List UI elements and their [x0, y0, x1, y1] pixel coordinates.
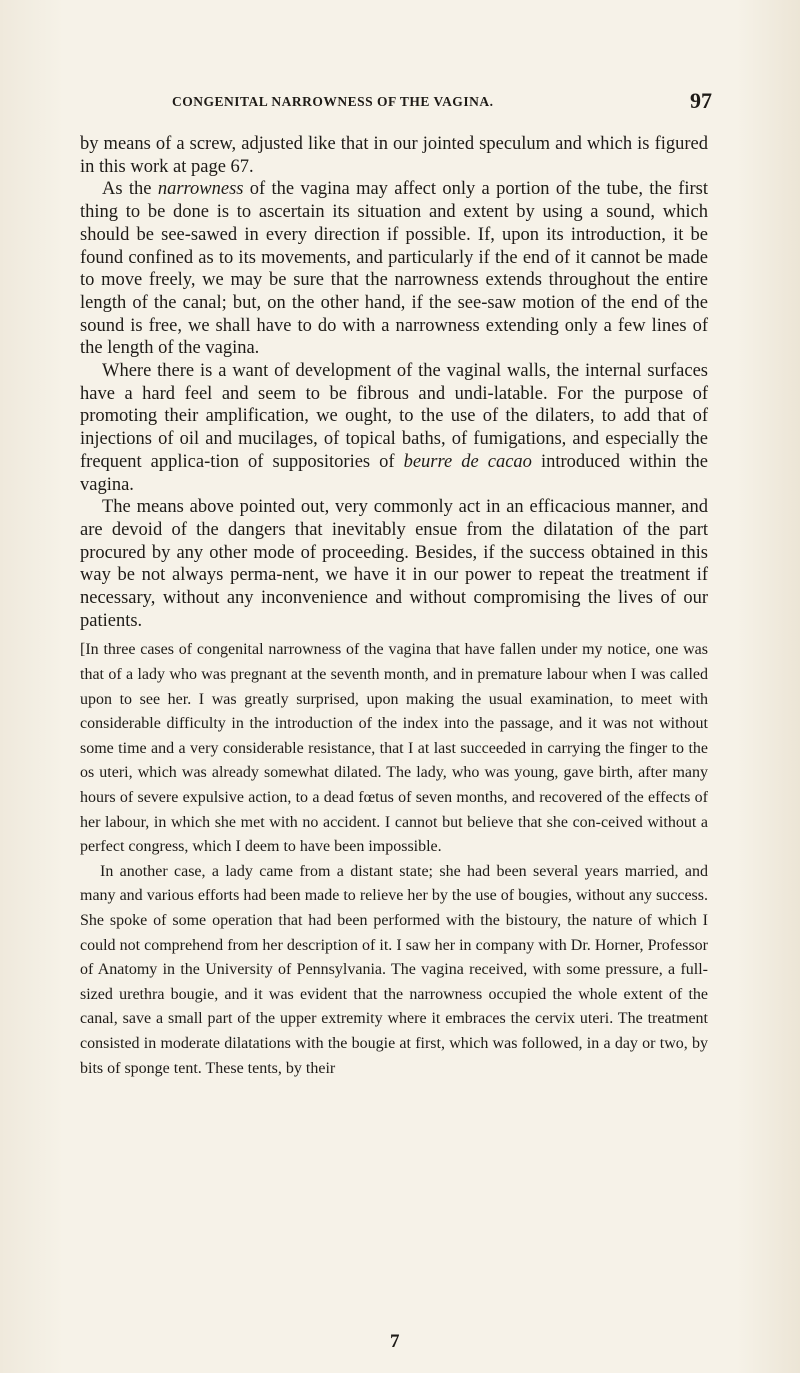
note-paragraph: [80, 638, 708, 859]
text-run: Where there is a want of development of the vaginal walls, the internal surfaces have a hard feel and seem to be fibrous and undi-latable. For the purpose of promoting their amplification, we ought, to the use of the dilaters, to add that of injections of oil and mucilages, of topical baths, of fumigations, and especially the frequent applica-tion of suppositories of: [80, 361, 708, 472]
text-run: by means of a screw, adjusted like that in our jointed speculum and which is figured in this work at page 67.: [80, 134, 708, 177]
editor-note: [80, 638, 708, 1081]
italic-text: narrowness: [157, 179, 244, 200]
main-text: [80, 133, 708, 632]
page-number: 97: [690, 88, 712, 113]
paragraph: [80, 133, 708, 178]
paragraph: [80, 496, 708, 632]
italic-text: beurre de cacao: [403, 451, 532, 472]
page-body: [80, 133, 708, 1081]
running-head: [172, 88, 712, 114]
text-run: [In three cases of congenital narrowness of the vagina that have fallen under my notice, one was that of a lady who was pregnant at the seventh month, and in premature labour when I was called upon to see her. I was greatly surprised, upon making the usual examination, to meet with considerable difficulty in the introduction of the index into the passage, and it was not without some time and a very considerable resistance, that I at last succeeded in carrying the finger to the os uteri, which was already somewhat dilated. The lady, who was young, gave birth, after many hours of severe expulsive action, to a dead fœtus of seven months, and recovered of the effects of her labour, in which she met with no accident. I cannot but believe that she con-ceived without a perfect congress, which I deem to have been impossible.: [80, 641, 708, 856]
text-run: of the vagina may affect only a portion of the tube, the first thing to be done is to ascertain its situation and extent by using a sound, which should be see-sawed in every direction if possible. If, upon its introduction, it be found confined as to its movements, and particularly if the end of it cannot be made to move freely, we may be sure that the narrowness extends throughout the entire length of the canal; but, on the other hand, if the see-saw motion of the end of the sound is free, we shall have to do with a narrowness extending only a few lines of the length of the vagina.: [80, 179, 708, 359]
paragraph: [80, 360, 708, 496]
note-paragraph: [80, 860, 708, 1081]
running-title: CONGENITAL NARROWNESS OF THE VAGINA.: [172, 94, 494, 109]
text-run: In another case, a lady came from a distant state; she had been several years married, and many and various efforts had been made to relieve her by the use of bougies, without any success. She spoke of some operation that had been performed with the bistoury, the nature of which I could not comprehend from her description of it. I saw her in company with Dr. Horner, Professor of Anatomy in the University of Pennsylvania. The vagina received, with some pressure, a full-sized urethra bougie, and it was evident that the narrowness occupied the whole extent of the canal, save a small part of the upper extremity where it embraces the cervix uteri. The treatment consisted in moderate dilatations with the bougie at first, which was followed, in a day or two, by bits of sponge tent. These tents, by their: [80, 862, 708, 1077]
text-run: introduced within the vagina.: [80, 451, 708, 495]
text-run: As the: [102, 179, 158, 200]
signature-mark: 7: [390, 1331, 400, 1352]
text-run: The means above pointed out, very commonly act in an efficacious manner, and are devoid of the dangers that inevitably ensue from the dilatation of the part procured by any other mode of proceeding. Besides, if the success obtained in this way be not always perma-nent, we have it in our power to repeat the treatment if necessary, without any inconvenience and without compromising the lives of our patients.: [80, 497, 708, 631]
paragraph: [80, 178, 708, 360]
